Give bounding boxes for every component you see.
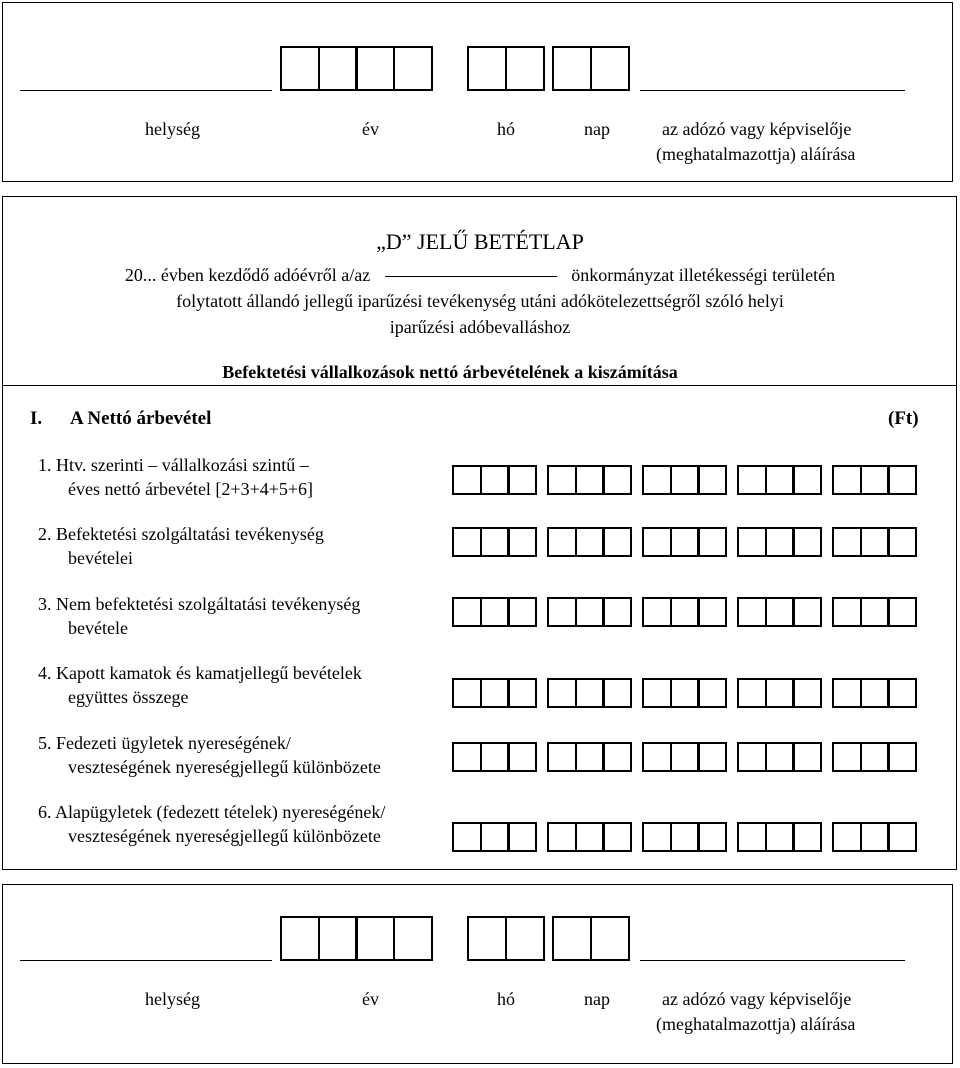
label-signer-line2: (meghatalmazottja) aláírása: [656, 1014, 856, 1034]
month-digit-box[interactable]: [467, 916, 507, 961]
digit-box[interactable]: [792, 527, 822, 557]
section-numeral: I.: [30, 408, 43, 429]
digit-box[interactable]: [697, 678, 727, 708]
digit-box[interactable]: [737, 678, 767, 708]
digit-group: [737, 527, 822, 557]
digit-box[interactable]: [697, 597, 727, 627]
digit-box[interactable]: [642, 742, 672, 772]
year-digit-box[interactable]: [393, 916, 433, 961]
digit-box[interactable]: [575, 465, 605, 495]
label-place: helység: [145, 989, 200, 1009]
digit-box[interactable]: [602, 678, 632, 708]
label-signer-line1: az adózó vagy képviselője: [662, 989, 852, 1009]
intro-line3: iparűzési adóbevalláshoz: [389, 317, 571, 337]
row-1-label-line2: éves nettó árbevétel [2+3+4+5+6]: [68, 479, 314, 499]
row-1-amount-boxes[interactable]: [452, 465, 917, 495]
signature-line-bottom[interactable]: [640, 960, 905, 961]
digit-box[interactable]: [452, 678, 482, 708]
digit-box[interactable]: [860, 742, 890, 772]
digit-group: [452, 597, 537, 627]
digit-box[interactable]: [547, 678, 577, 708]
digit-group: [642, 527, 727, 557]
year-digit-box[interactable]: [318, 916, 358, 961]
day-boxes-bottom[interactable]: [552, 916, 630, 961]
digit-box[interactable]: [670, 465, 700, 495]
row-6-label-line1: 6. Alapügyletek (fedezett tételek) nyereségének/: [38, 802, 386, 822]
digit-group: [737, 597, 822, 627]
digit-box[interactable]: [547, 527, 577, 557]
month-boxes-top[interactable]: [467, 46, 545, 91]
digit-box[interactable]: [765, 678, 795, 708]
digit-box[interactable]: [765, 742, 795, 772]
digit-box[interactable]: [452, 465, 482, 495]
digit-box[interactable]: [832, 742, 862, 772]
digit-box[interactable]: [860, 465, 890, 495]
digit-box[interactable]: [507, 527, 537, 557]
digit-box[interactable]: [737, 822, 767, 852]
digit-group: [642, 822, 727, 852]
digit-box[interactable]: [480, 597, 510, 627]
digit-group: [642, 678, 727, 708]
digit-box[interactable]: [737, 527, 767, 557]
digit-box[interactable]: [832, 465, 862, 495]
row-2-label-line2: bevételei: [68, 548, 133, 568]
day-digit-box[interactable]: [590, 46, 630, 91]
digit-group: [832, 742, 917, 772]
digit-box[interactable]: [737, 742, 767, 772]
intro-part2: önkormányzat illetékességi területén: [571, 265, 836, 285]
label-place: helység: [145, 119, 200, 139]
digit-box[interactable]: [452, 822, 482, 852]
unit-label: (Ft): [888, 408, 919, 429]
digit-box[interactable]: [480, 465, 510, 495]
row-5-label-line1: 5. Fedezeti ügyletek nyereségének/: [38, 733, 291, 753]
digit-box[interactable]: [602, 822, 632, 852]
label-day: nap: [584, 989, 610, 1009]
section-title: A Nettó árbevétel: [70, 408, 212, 429]
digit-box[interactable]: [602, 527, 632, 557]
digit-box[interactable]: [642, 465, 672, 495]
year-digit-box[interactable]: [280, 916, 320, 961]
digit-box[interactable]: [575, 742, 605, 772]
digit-box[interactable]: [642, 597, 672, 627]
digit-box[interactable]: [480, 822, 510, 852]
day-digit-box[interactable]: [552, 916, 592, 961]
digit-box[interactable]: [697, 742, 727, 772]
digit-group: [452, 527, 537, 557]
digit-group: [642, 597, 727, 627]
digit-box[interactable]: [670, 822, 700, 852]
page-title: „D” JELŰ BETÉTLAP: [376, 229, 584, 254]
digit-group: [737, 742, 822, 772]
year-digit-box[interactable]: [355, 916, 395, 961]
intro-line1: [0, 262, 960, 288]
digit-group: [832, 597, 917, 627]
row-1-label-line1: 1. Htv. szerinti – vállalkozási szintű –: [38, 455, 309, 475]
month-digit-box[interactable]: [467, 46, 507, 91]
digit-box[interactable]: [602, 742, 632, 772]
month-boxes-bottom[interactable]: [467, 916, 545, 961]
row-5-label-line2: veszteségének nyereségjellegű különbözete: [68, 757, 381, 777]
row-3-label-line1: 3. Nem befektetési szolgáltatási tevékenység: [38, 594, 361, 614]
digit-box[interactable]: [697, 527, 727, 557]
digit-group: [832, 678, 917, 708]
digit-box[interactable]: [860, 678, 890, 708]
digit-group: [737, 678, 822, 708]
row-5-amount-boxes[interactable]: [452, 742, 917, 772]
digit-box[interactable]: [792, 597, 822, 627]
digit-box[interactable]: [452, 527, 482, 557]
digit-box[interactable]: [737, 597, 767, 627]
digit-box[interactable]: [507, 822, 537, 852]
label-year: év: [362, 989, 379, 1009]
digit-box[interactable]: [792, 742, 822, 772]
digit-box[interactable]: [887, 822, 917, 852]
month-digit-box[interactable]: [505, 46, 545, 91]
digit-box[interactable]: [887, 597, 917, 627]
digit-box[interactable]: [832, 822, 862, 852]
digit-box[interactable]: [860, 527, 890, 557]
section-subtitle: Befektetési vállalkozások nettó árbevételének a kiszámítása: [222, 362, 678, 382]
day-digit-box[interactable]: [552, 46, 592, 91]
digit-group: [452, 678, 537, 708]
digit-box[interactable]: [575, 678, 605, 708]
digit-group: [737, 465, 822, 495]
signature-line-top[interactable]: [640, 90, 905, 91]
month-digit-box[interactable]: [505, 916, 545, 961]
place-line-bottom[interactable]: [20, 960, 272, 961]
digit-box[interactable]: [602, 465, 632, 495]
digit-box[interactable]: [670, 597, 700, 627]
digit-group: [832, 527, 917, 557]
digit-box[interactable]: [547, 465, 577, 495]
digit-box[interactable]: [452, 742, 482, 772]
digit-box[interactable]: [860, 822, 890, 852]
label-year: év: [362, 119, 379, 139]
digit-box[interactable]: [737, 465, 767, 495]
row-4-label-line2: együttes összege: [68, 687, 189, 707]
digit-box[interactable]: [765, 822, 795, 852]
place-line-top[interactable]: [20, 90, 272, 91]
year-digit-box[interactable]: [393, 46, 433, 91]
digit-group: [547, 465, 632, 495]
digit-box[interactable]: [697, 822, 727, 852]
digit-box[interactable]: [480, 678, 510, 708]
digit-box[interactable]: [860, 597, 890, 627]
digit-box[interactable]: [547, 597, 577, 627]
digit-box[interactable]: [765, 597, 795, 627]
label-month: hó: [497, 119, 515, 139]
digit-box[interactable]: [507, 678, 537, 708]
row-6-label-line2: veszteségének nyereségjellegű különbözete: [68, 826, 381, 846]
day-boxes-top[interactable]: [552, 46, 630, 91]
digit-box[interactable]: [507, 465, 537, 495]
digit-group: [547, 597, 632, 627]
digit-box[interactable]: [765, 465, 795, 495]
digit-box[interactable]: [575, 597, 605, 627]
row-3-amount-boxes[interactable]: [452, 597, 917, 627]
digit-box[interactable]: [887, 527, 917, 557]
row-4-amount-boxes[interactable]: [452, 678, 917, 708]
digit-box[interactable]: [642, 822, 672, 852]
digit-group: [832, 465, 917, 495]
label-signer-line1: az adózó vagy képviselője: [662, 119, 852, 139]
row-2-label-line1: 2. Befektetési szolgáltatási tevékenység: [38, 524, 324, 544]
digit-group: [547, 822, 632, 852]
digit-group: [547, 678, 632, 708]
digit-box[interactable]: [765, 527, 795, 557]
digit-box[interactable]: [602, 597, 632, 627]
digit-group: [452, 742, 537, 772]
digit-box[interactable]: [887, 742, 917, 772]
digit-group: [642, 465, 727, 495]
digit-group: [547, 742, 632, 772]
digit-box[interactable]: [507, 597, 537, 627]
year-digit-box[interactable]: [280, 46, 320, 91]
digit-box[interactable]: [507, 742, 537, 772]
digit-box[interactable]: [642, 678, 672, 708]
digit-box[interactable]: [697, 465, 727, 495]
digit-box[interactable]: [480, 527, 510, 557]
digit-group: [642, 742, 727, 772]
digit-box[interactable]: [887, 465, 917, 495]
digit-box[interactable]: [670, 678, 700, 708]
label-day: nap: [584, 119, 610, 139]
label-signer-line2: (meghatalmazottja) aláírása: [656, 144, 856, 164]
row-4-label-line1: 4. Kapott kamatok és kamatjellegű bevételek: [38, 663, 362, 683]
label-month: hó: [497, 989, 515, 1009]
digit-group: [832, 822, 917, 852]
digit-box[interactable]: [832, 678, 862, 708]
digit-box[interactable]: [832, 527, 862, 557]
digit-box[interactable]: [792, 822, 822, 852]
intro-line2: folytatott állandó jellegű iparűzési tevékenység utáni adókötelezettségről szóló helyi: [176, 291, 784, 311]
row-3-label-line2: bevétele: [68, 618, 128, 638]
digit-group: [452, 465, 537, 495]
row-2-amount-boxes[interactable]: [452, 527, 917, 557]
year-digit-box[interactable]: [318, 46, 358, 91]
digit-box[interactable]: [547, 822, 577, 852]
digit-group: [547, 527, 632, 557]
digit-box[interactable]: [670, 742, 700, 772]
digit-box[interactable]: [575, 822, 605, 852]
digit-box[interactable]: [547, 742, 577, 772]
digit-box[interactable]: [792, 465, 822, 495]
row-6-amount-boxes[interactable]: [452, 822, 917, 852]
municipality-blank[interactable]: [385, 276, 557, 277]
digit-box[interactable]: [480, 742, 510, 772]
digit-box[interactable]: [887, 678, 917, 708]
digit-box[interactable]: [642, 527, 672, 557]
digit-box[interactable]: [670, 527, 700, 557]
year-boxes-bottom[interactable]: [280, 916, 433, 961]
year-digit-box[interactable]: [355, 46, 395, 91]
year-boxes-top[interactable]: [280, 46, 433, 91]
digit-box[interactable]: [832, 597, 862, 627]
digit-group: [737, 822, 822, 852]
signature-block-bottom: [2, 884, 953, 1064]
digit-box[interactable]: [792, 678, 822, 708]
day-digit-box[interactable]: [590, 916, 630, 961]
digit-box[interactable]: [575, 527, 605, 557]
intro-part1: 20... évben kezdődő adóévről a/az: [124, 265, 371, 285]
digit-box[interactable]: [452, 597, 482, 627]
digit-group: [452, 822, 537, 852]
